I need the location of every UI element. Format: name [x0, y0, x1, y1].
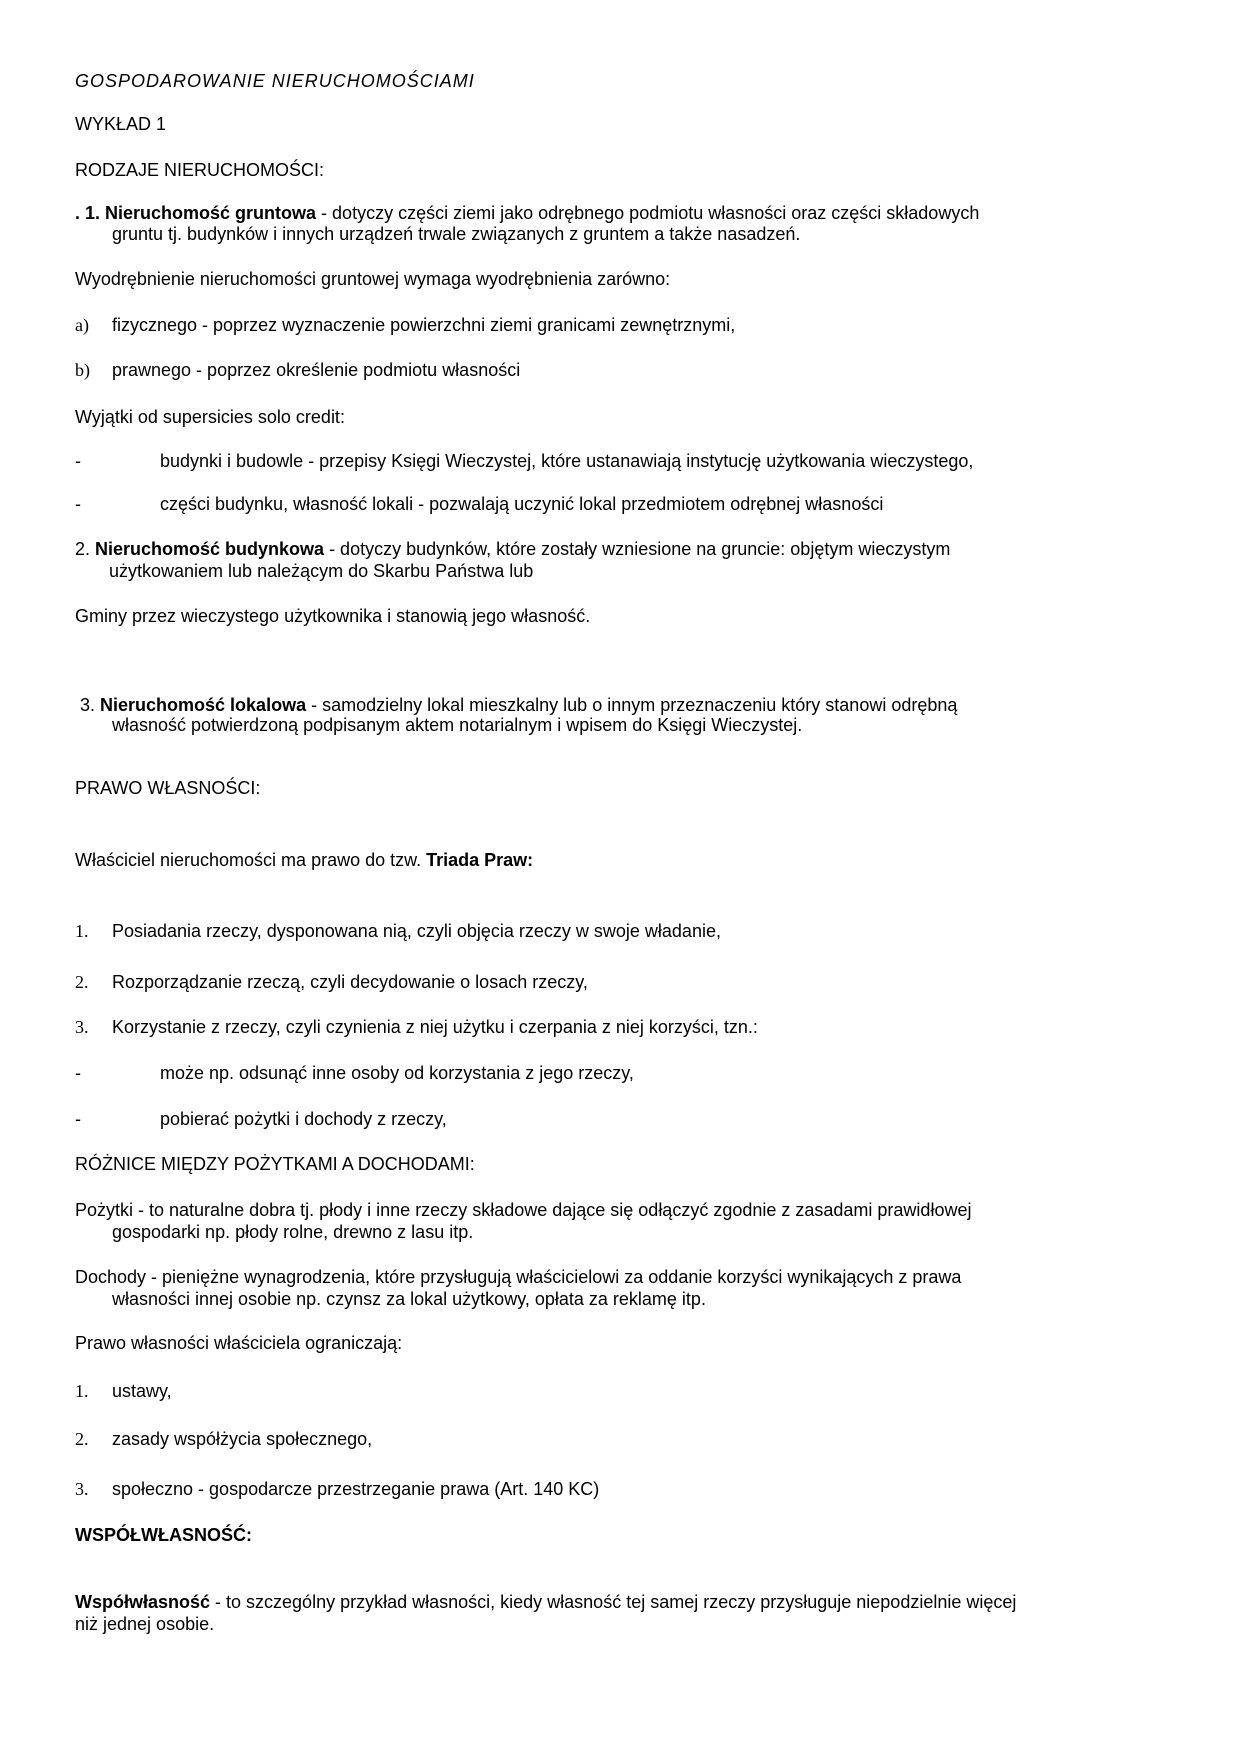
- lecture-label: WYKŁAD 1: [75, 114, 167, 134]
- gminy-line: Gminy przez wieczystego użytkownika i stanowią jego własność.: [75, 606, 591, 626]
- use-item-1: może np. odsunąć inne osoby od korzystania z jego rzeczy,: [160, 1063, 634, 1083]
- types-heading: RODZAJE NIERUCHOMOŚCI:: [75, 160, 325, 180]
- separation-marker-a: a): [75, 315, 89, 335]
- coownership-bold: Współwłasność: [75, 1592, 211, 1612]
- limit-item-1: ustawy,: [112, 1381, 172, 1401]
- use-item-2: pobierać pożytki i dochody z rzeczy,: [160, 1109, 447, 1129]
- limit-marker-3: 3.: [75, 1479, 89, 1499]
- item1-prefix: . 1.: [75, 203, 106, 223]
- item3-text: - samodzielny lokal mieszkalny lub o innym przeznaczeniu który stanowi odrębną: [306, 695, 958, 715]
- item1-line: [75, 202, 979, 224]
- exception-dash-1: -: [75, 451, 81, 471]
- triad-marker-3: 3.: [75, 1017, 89, 1037]
- exception-item-2: części budynku, własność lokali - pozwalają uczynić lokal przedmiotem odrębnej własności: [160, 494, 884, 514]
- item3-bold: Nieruchomość lokalowa: [100, 695, 307, 715]
- limits-intro: Prawo własności właściciela ograniczają:: [75, 1333, 403, 1353]
- triad-item-3: Korzystanie z rzeczy, czyli czynienia z niej użytku i czerpania z niej korzyści, tzn.:: [112, 1017, 758, 1037]
- triad-marker-2: 2.: [75, 972, 89, 992]
- pozytki-line2: gospodarki np. płody rolne, drewno z lasu itp.: [112, 1222, 474, 1242]
- coownership-heading: WSPÓŁWŁASNOŚĆ:: [75, 1525, 252, 1545]
- use-dash-2: -: [75, 1109, 81, 1129]
- coownership-line1: [75, 1591, 1016, 1613]
- diff-heading: RÓŻNICE MIĘDZY POŻYTKAMI A DOCHODAMI:: [75, 1154, 475, 1174]
- exception-item-1: budynki i budowle - przepisy Księgi Wieczystej, które ustanawiają instytucję użytkowania wieczystego,: [160, 451, 974, 471]
- coownership-text: - to szczególny przykład własności, kiedy własność tej samej rzeczy przysługuje niepodzielnie więcej: [210, 1592, 1017, 1612]
- triad-item-1: Posiadania rzeczy, dysponowana nią, czyli objęcia rzeczy w swoje władanie,: [112, 921, 721, 941]
- exceptions-intro: Wyjątki od supersicies solo credit:: [75, 407, 345, 427]
- limit-item-2: zasady współżycia społecznego,: [112, 1429, 373, 1449]
- dochody-line2: własności innej osobie np. czynsz za lokal użytkowy, opłata za reklamę itp.: [112, 1289, 706, 1309]
- use-dash-1: -: [75, 1063, 81, 1083]
- item2-text: - dotyczy budynków, które zostały wzniesione na gruncie: objętym wieczystym: [324, 539, 951, 559]
- item3-line: [80, 694, 957, 716]
- item2-prefix: 2.: [75, 539, 96, 559]
- item2-continuation: użytkowaniem lub należącym do Skarbu Państwa lub: [109, 561, 534, 581]
- triad-item-2: Rozporządzanie rzeczą, czyli decydowanie o losach rzeczy,: [112, 972, 588, 992]
- document-title: GOSPODAROWANIE NIERUCHOMOŚCIAMI: [75, 71, 475, 91]
- limit-marker-2: 2.: [75, 1429, 89, 1449]
- item2-bold: Nieruchomość budynkowa: [95, 539, 325, 559]
- item3-continuation: własność potwierdzoną podpisanym aktem notarialnym i wpisem do Księgi Wieczystej.: [112, 715, 803, 735]
- limit-marker-1: 1.: [75, 1381, 89, 1401]
- pozytki-line1: Pożytki - to naturalne dobra tj. płody i inne rzeczy składowe dające się odłączyć zgodnie z zasadami prawidłowej: [75, 1200, 972, 1220]
- separation-intro: Wyodrębnienie nieruchomości gruntowej wymaga wyodrębnienia zarówno:: [75, 269, 671, 289]
- triad-bold: Triada Praw:: [426, 850, 534, 870]
- item1-bold: Nieruchomość gruntowa: [105, 203, 317, 223]
- separation-marker-b: b): [75, 360, 90, 380]
- ownership-heading: PRAWO WŁASNOŚCI:: [75, 778, 261, 798]
- triad-intro-line: [75, 849, 533, 871]
- item1-continuation: gruntu tj. budynków i innych urządzeń trwale związanych z gruntem a także nasadzeń.: [112, 224, 801, 244]
- exception-dash-2: -: [75, 494, 81, 514]
- triad-intro: Właściciel nieruchomości ma prawo do tzw.: [75, 850, 427, 870]
- separation-item-a: fizycznego - poprzez wyznaczenie powierzchni ziemi granicami zewnętrznymi,: [112, 315, 736, 335]
- dochody-line1: Dochody - pieniężne wynagrodzenia, które przysługują właścicielowi za oddanie korzyści wynikających z prawa: [75, 1267, 962, 1287]
- triad-marker-1: 1.: [75, 921, 89, 941]
- separation-item-b: prawnego - poprzez określenie podmiotu własności: [112, 360, 521, 380]
- limit-item-3: społeczno - gospodarcze przestrzeganie prawa (Art. 140 KC): [112, 1479, 600, 1499]
- item1-text: - dotyczy części ziemi jako odrębnego podmiotu własności oraz części składowych: [316, 203, 980, 223]
- item2-line: [75, 538, 950, 560]
- coownership-line2: niż jednej osobie.: [75, 1614, 215, 1634]
- item3-prefix: 3.: [80, 695, 101, 715]
